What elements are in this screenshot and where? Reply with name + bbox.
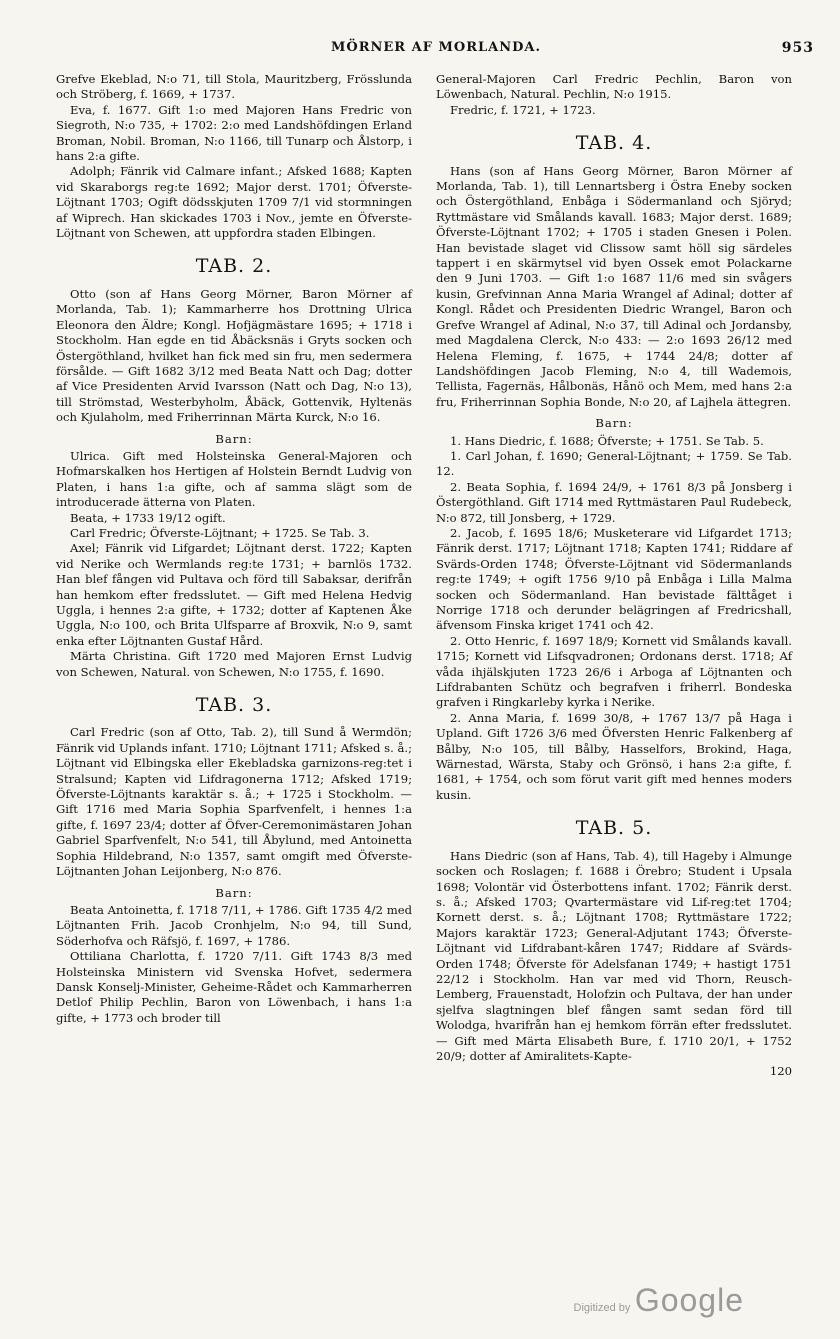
paragraph: 1. Carl Johan, f. 1690; General-Löjtnant; + 1759. Se Tab. 12. [436,448,792,479]
running-header [58,40,814,62]
section-heading-tab-3: TAB. 3. [195,694,273,717]
paragraph: 2. Jacob, f. 1695 18/6; Musketerare vid Lifgardet 1713; Fänrik derst. 1717; Löjtnant 1718; Kapten 1741; Riddare af Svärds-Orden 1748; Öfverste-Löjtnant vid Södermanlands reg:te 1749; + ogift 1756 9/10 på Enbåga i Lilla Malma socken och Södermanland. Han bevistade fälttåget i Norrige 1718 och derunder belägringen af Fredricshall, äfvensom Finska kriget 1741 och 42. [436,525,792,633]
paragraph: Beata, + 1733 19/12 ogift. [70,510,226,525]
paragraph: Ottiliana Charlotta, f. 1720 7/11. Gift 1743 8/3 med Holsteinska Ministern vid Svenska Hofvet, sedermera Dansk Konselj-Minister, Geheime-Rådet och Kammarherren Detlof Philip Pechlin, Baron von Löwenbach, i hans 1:a gifte, + 1773 och broder till [56,949,412,1025]
paragraph: General-Majoren Carl Fredric Pechlin, Baron von Löwenbach, Natural. Pechlin, N:o 1915. [436,72,792,102]
left-column [56,72,412,1026]
paragraph: Märta Christina. Gift 1720 med Majoren Ernst Ludvig von Schewen, Natural. von Schewen, N:o 1755, f. 1690. [56,649,412,679]
digitized-by-watermark [574,1282,745,1319]
paragraph: Hans Diedric (son af Hans, Tab. 4), till Hageby i Almunge socken och Roslagen; f. 1688 i Örebro; Student i Upsala 1698; Volontär vid Österbottens infant. 1702; Fänrik derst. s. å.; Afsked 1703; Qvartermästare vid Lif-reg:tet 1704; Kornett derst. s. å.; Löjtnant 1708; Ryttmästare 1722; Majors karaktär 1723; General-Adjutant 1743; Öfverste-Löjtnant vid Lifdrabant-kåren 1747; Riddare af Svärds-Orden 1748; Öfverste för Adelsfanan 1749; + hastigt 1751 22/12 i Stockholm. Han var med vid Thorn, Reusch-Lemberg, Frauenstadt, Holofzin och Pultava, der han under sjelfva slagtningen blef fången samt sedan förd till Wolodga, hvarifrån han ej hemkom förrän efter fredsslutet. — Gift med Märta Elisabeth Bure, f. 1710 20/1, + 1752 20/9; dotter af Amiralitets-Kapte- [436,848,792,1063]
section-heading-tab-4: TAB. 4. [575,132,653,155]
paragraph: Eva, f. 1677. Gift 1:o med Majoren Hans Fredric von Siegroth, N:o 735, + 1702: 2:o med Landshöfdingen Erland Broman, Nobil. Broman, N:o 1166, till Tunarp och Ålstorp, i hans 2:a gifte. [56,102,412,164]
paragraph: Hans (son af Hans Georg Mörner, Baron Mörner af Morlanda, Tab. 1), till Lennartsberg i Östra Eneby socken och Östergöthland, Enbåga i Södermanland och Sjöryd; Ryttmästare vid Smålands kavall. 1683; Major derst. 1689; Öfverste-Löjtnant 1702; + 1705 i staden Gnesen i Polen. Han bevistade slaget vid Clissow samt höll sig särdeles tappert i en skärmytsel vid byen Ossek emot Polackarne den 9 Juni 1703. — Gift 1:o 1687 11/6 med sin svågers kusin, Grefvinnan Anna Maria Wrangel af Adinal; dotter af Kongl. Rådet och Presidenten Diedric Wrangel, Baron och Grefve Wrangel af Adinal, N:o 37, till Adinal och Jordansby, med Magdalena Clerck, N:o 433: — 2:o 1693 26/12 med Helena Fleming, f. 1675, + 1744 24/8; dotter af Landshöfdingen Jacob Fleming, N:o 4, till Wademois, Tellista, Fagernäs, Hålbonäs, Hånö och Mem, med hans 2:a fru, Friherrinnan Sophia Bonde, N:o 20, af Lajhela ättegren. [436,163,792,409]
paragraph: Adolph; Fänrik vid Calmare infant.; Afsked 1688; Kapten vid Skaraborgs reg:te 1692; Major derst. 1701; Öfverste-Löjtnant 1703; Ogift dödsskjuten 1709 7/1 vid stormningen af Wiprech. Han skickades 1703 i Nov., jemte en Öfverste-Löjtnant von Schewen, att uppfordra staden Elbingen. [56,164,412,241]
paragraph: 1. Hans Diedric, f. 1688; Öfverste; + 1751. Se Tab. 5. [450,433,764,448]
right-column [436,72,792,1080]
children-heading: Barn: [595,416,633,431]
paragraph: 2. Otto Henric, f. 1697 18/9; Kornett vid Smålands kavall. 1715; Kornett vid Lifsqvadronen; Ordonans derst. 1718; Af våda ihjälskjuten 1723 26/6 i Arboga af Löjtnanten och Lifdrabanten Schütz och begrafven i friherrl. Bondeska grafven i Ringkarleby kyrka i Nerike. [436,633,792,710]
section-heading-tab-2: TAB. 2. [195,255,273,278]
children-heading: Barn: [215,885,253,900]
paragraph: Ulrica. Gift med Holsteinska General-Majoren och Hofmarskalken hos Hertigen af Holstein Berndt Ludvig von Platen, i hans 1:a gifte, och af samma slägt som de introducerade ätterna von Platen. [56,448,412,510]
google-logo: Google [634,1282,744,1318]
paragraph: Fredric, f. 1721, + 1723. [450,102,596,117]
signature-mark: 120 [769,1064,792,1079]
paragraph: Carl Fredric; Öfverste-Löjtnant; + 1725. Se Tab. 3. [70,525,370,540]
watermark-caption: Digitized by [573,1302,631,1314]
paragraph: 2. Anna Maria, f. 1699 30/8, + 1767 13/7 på Haga i Upland. Gift 1726 3/6 med Öfversten Henric Falkenberg af Bålby, N:o 105, till Bålby, Hasselfors, Brokind, Haga, Wärnestad, Wärsta, Staby och Grönsö, i hans 2:a gifte, f. 1681, + 1754, och som förut varit gift med hennes moders kusin. [436,710,792,802]
paragraph: Beata Antoinetta, f. 1718 7/11, + 1786. Gift 1735 4/2 med Löjtnanten Frih. Jacob Cronhjelm, N:o 94, till Sund, Söderhofva och Räfsjö, f. 1697, + 1786. [56,902,412,948]
paragraph: Carl Fredric (son af Otto, Tab. 2), till Sund å Wermdön; Fänrik vid Uplands infant. 1710; Löjtnant 1711; Afsked s. å.; Löjtnant vid Elbingska eller Ekebladska garnizons-reg:tet i Stralsund; Kapten vid Lifdragonerna 1712; Afsked 1719; Öfverste-Löjtnants karaktär s. å.; + 1725 i Stockholm. — Gift 1716 med Maria Sophia Sparfvenfelt, i hennes 1:a gifte, f. 1697 23/4; dotter af Öfver-Ceremonimästaren Johan Gabriel Sparfvenfelt, N:o 541, till Åbylund, med Antoinetta Sophia Hildebrand, N:o 1357, samt omgift med Öfverste-Löjtnanten Johan Leijonberg, N:o 876. [56,725,412,879]
section-heading-tab-5: TAB. 5. [575,817,653,840]
page-header-title: MÖRNER AF MORLANDA. [331,40,541,55]
paragraph: Grefve Ekeblad, N:o 71, till Stola, Mauritzberg, Frösslunda och Ströberg, f. 1669, + 1737. [56,72,412,102]
paragraph: Otto (son af Hans Georg Mörner, Baron Mörner af Morlanda, Tab. 1); Kammarherre hos Drottning Ulrica Eleonora den Äldre; Kongl. Hofjägmästare 1695; + 1718 i Stockholm. Han egde en tid Åbäcksnäs i Gryts socken och Östergöthland, hvilket han fick med sin fru, men sedermera försålde. — Gift 1682 3/12 med Beata Natt och Dag; dotter af Vice Presidenten Arvid Ivarsson (Natt och Dag, N:o 13), till Strömstad, Westerbyholm, Åbäck, Gottenvik, Hyltenäs och Kjulaholm, med Friherrinnan Märta Kurck, N:o 16. [56,286,412,425]
paragraph: Axel; Fänrik vid Lifgardet; Löjtnant derst. 1722; Kapten vid Nerike och Wermlands reg:te 1731; + barnlös 1732. Han blef fången vid Pultava och förd till Sabaksar, derifrån han hemkom efter fredsslutet. — Gift med Helena Hedvig Uggla, i hennes 2:a gifte, + 1732; dotter af Kaptenen Åke Uggla, N:o 100, och Brita Ulfsparre af Broxvik, N:o 9, samt enka efter Löjtnanten Gustaf Hård. [56,541,412,648]
paragraph: 2. Beata Sophia, f. 1694 24/9, + 1761 8/3 på Jonsberg i Östergöthland. Gift 1714 med Ryttmästaren Paul Rudebeck, N:o 872, till Jonsberg, + 1729. [436,479,792,525]
children-heading: Barn: [215,431,253,446]
page-number: 953 [781,40,814,56]
